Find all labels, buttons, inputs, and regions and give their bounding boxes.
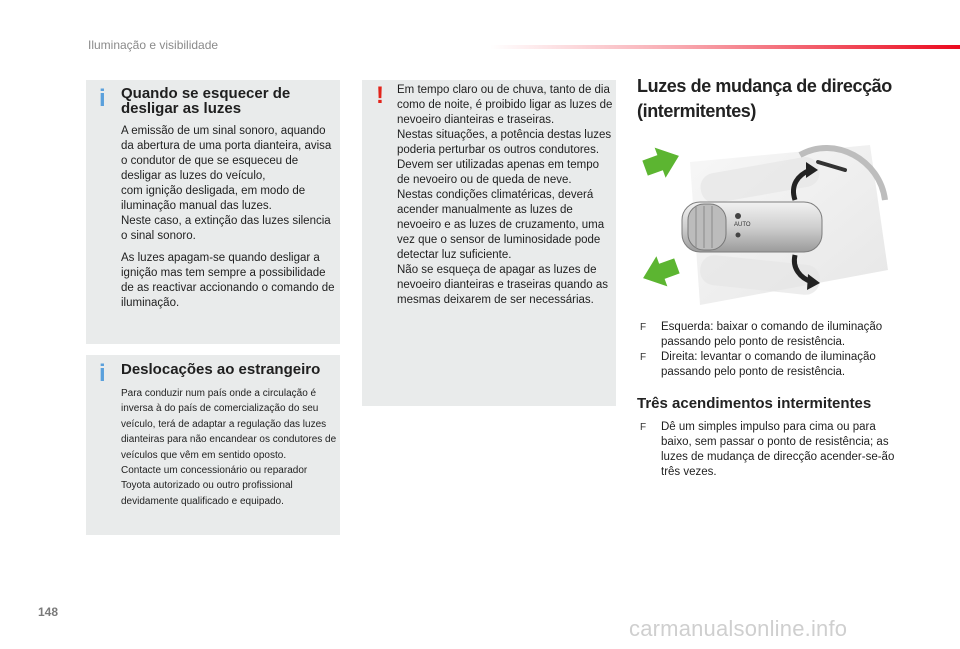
bullet-checkbox-icon: F [640, 352, 647, 363]
bullet-text: Esquerda: baixar o comando de iluminação passando pelo ponto de resistência. [661, 321, 883, 348]
list-item [637, 320, 899, 350]
subsection-title: Três acendimentos intermitentes [637, 395, 872, 412]
watermark: carmanualsonline.info [629, 616, 848, 641]
warning-icon: ! [376, 82, 384, 109]
stalk-illustration [630, 140, 890, 310]
bullet-checkbox-icon: F [640, 422, 647, 433]
warning-box-text: Em tempo claro ou de chuva, tanto de dia como de noite, é proibido ligar as luzes de nevoeiro dianteiras e traseiras. Nestas situações, a potência destas luzes poderia perturbar os outros condutores. Devem ser utilizadas apenas em tempo de nevoeiro ou de queda de neve. Nestas condições climatéricas, deverá acender manualmente as luzes de nevoeiro e as luzes de cruzamento, uma vez que o sensor de luminosidade pode detectar luz suficiente. Não se esqueça de apagar as luzes de nevoeiro dianteiras e traseiras quando as mesmas deixarem de ser necessárias. [397, 84, 613, 306]
info-icon: i [99, 85, 106, 112]
info-box-heading: Quando se esquecer de desligar as luzes [121, 85, 291, 117]
list-item [637, 420, 899, 480]
page-header-title: Iluminação e visibilidade [88, 38, 219, 52]
info-box-heading: Deslocações ao estrangeiro [121, 361, 321, 378]
bullet-text: Direita: levantar o comando de iluminação passando pelo ponto de resistência. [661, 351, 876, 378]
page-number: 148 [38, 605, 59, 619]
list-item [637, 350, 899, 380]
header-accent-rule [490, 45, 960, 49]
direction-bullet-list [637, 320, 899, 380]
bullet-text: Dê um simples impulso para cima ou para baixo, sem passar o ponto de resistência; as luzes de mudança de direcção acender-se-ão três vezes. [661, 421, 895, 478]
three-flash-bullet-list [637, 420, 899, 480]
left-turn-arrow-icon [638, 251, 683, 293]
info-box-paragraph: As luzes apagam-se quando desligar a ignição mas tem sempre a possibilidade de as reactivar accionando o comando de iluminação. [121, 252, 335, 309]
right-turn-arrow-icon [640, 141, 685, 183]
auto-label: AUTO [734, 222, 751, 228]
bullet-checkbox-icon: F [640, 322, 647, 333]
info-icon: i [99, 360, 106, 387]
info-box-paragraph: A emissão de um sinal sonoro, aquando da abertura de uma porta dianteira, avisa o condutor de que se esqueceu de desligar as luzes do veículo, com ignição desligada, em modo de iluminação manual das luzes. Neste caso, a extinção das luzes silencia o sinal sonoro. [121, 125, 332, 242]
section-title: Luzes de mudança de direcção (intermitentes) [637, 76, 892, 121]
info-box-paragraph: Para conduzir num país onde a circulação é inversa à do país de comercialização do seu veículo, terá de adaptar a regulação das luzes dianteiras para não encandear os condutores de veículos que vêm em sentido oposto. Contacte um concessionário ou reparador Toyota autorizado ou outro profissional devidamente qualificado e equipado. [121, 388, 337, 507]
